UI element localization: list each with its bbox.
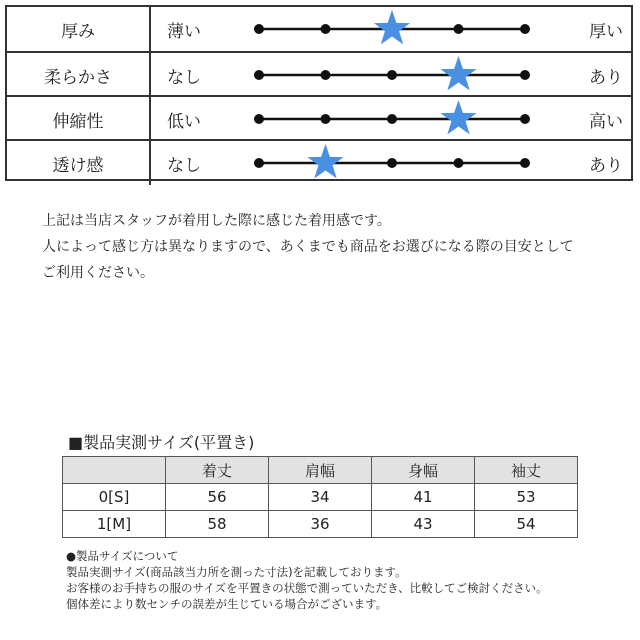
feel-label: 柔らかさ (7, 53, 151, 97)
feel-label: 厚み (7, 7, 151, 51)
size-note-line: 個体差により数センチの誤差が生じている場合がございます。 (66, 597, 388, 611)
size-cell: 41 (372, 484, 475, 511)
size-table (62, 456, 578, 538)
size-header-cell: 着丈 (166, 457, 269, 484)
size-note-line: 製品実測サイズ(商品該当力所を測った寸法)を記載しております。 (66, 565, 407, 579)
feel-left-label: 薄い (167, 21, 201, 42)
table-row (63, 484, 578, 511)
scale-dot (254, 114, 264, 124)
feel-right-label: 高い (589, 111, 623, 132)
size-note-heading: ●製品サイズについて (66, 549, 179, 563)
feel-scale (247, 7, 537, 51)
disclaimer-line: ご利用ください。 (42, 265, 154, 281)
rating-star-icon (307, 144, 343, 178)
scale-dot (254, 158, 264, 168)
size-header-cell: 身幅 (372, 457, 475, 484)
size-header-cell: 袖丈 (475, 457, 578, 484)
feel-row-softness (7, 51, 631, 97)
size-cell: 43 (372, 511, 475, 538)
scale-dot (321, 114, 331, 124)
feel-label: 透け感 (7, 141, 151, 185)
feel-label: 伸縮性 (7, 97, 151, 141)
feel-scale (247, 97, 537, 141)
feel-rating-table (5, 5, 633, 181)
rating-star-icon (440, 100, 476, 134)
rating-star-icon (374, 10, 410, 44)
feel-scale (247, 141, 537, 185)
disclaimer-line: 人によって感じ方は異なりますので、あくまでも商品をお選びになる際の目安として (42, 239, 574, 255)
feel-left-label: 低い (167, 111, 201, 132)
size-table-header-row (63, 457, 578, 484)
feel-row-stretch (7, 95, 631, 141)
scale-dot (321, 24, 331, 34)
size-notes (66, 548, 548, 612)
size-cell: 34 (269, 484, 372, 511)
size-table-title: ■製品実測サイズ(平置き) (68, 433, 255, 452)
feel-row-thickness (7, 7, 631, 51)
size-header-cell: 肩幅 (269, 457, 372, 484)
size-row-label: 1[M] (63, 511, 166, 538)
scale-dot (254, 70, 264, 80)
size-note-line: お客様のお手持ちの服のサイズを平置きの状態で測っていただき、比較してご検討ください。 (66, 581, 548, 595)
scale-dot (454, 24, 464, 34)
feel-scale (247, 53, 537, 97)
feel-left-label: なし (167, 67, 201, 88)
size-cell: 58 (166, 511, 269, 538)
feel-row-sheerness (7, 139, 631, 185)
scale-dot (520, 114, 530, 124)
feel-right-label: あり (589, 67, 623, 88)
table-row (63, 511, 578, 538)
feel-left-label: なし (167, 155, 201, 176)
scale-dot (520, 70, 530, 80)
size-cell: 56 (166, 484, 269, 511)
rating-star-icon (440, 56, 476, 90)
scale-dot (387, 158, 397, 168)
size-cell: 54 (475, 511, 578, 538)
scale-dot (520, 24, 530, 34)
size-row-label: 0[S] (63, 484, 166, 511)
size-header-cell (63, 457, 166, 484)
scale-dot (387, 70, 397, 80)
scale-dot (454, 158, 464, 168)
feel-right-label: あり (589, 155, 623, 176)
scale-dot (321, 70, 331, 80)
size-cell: 53 (475, 484, 578, 511)
disclaimer-line: 上記は当店スタッフが着用した際に感じた着用感です。 (42, 213, 391, 229)
scale-dot (254, 24, 264, 34)
scale-dot (387, 114, 397, 124)
feel-right-label: 厚い (589, 21, 623, 42)
size-cell: 36 (269, 511, 372, 538)
scale-dot (520, 158, 530, 168)
